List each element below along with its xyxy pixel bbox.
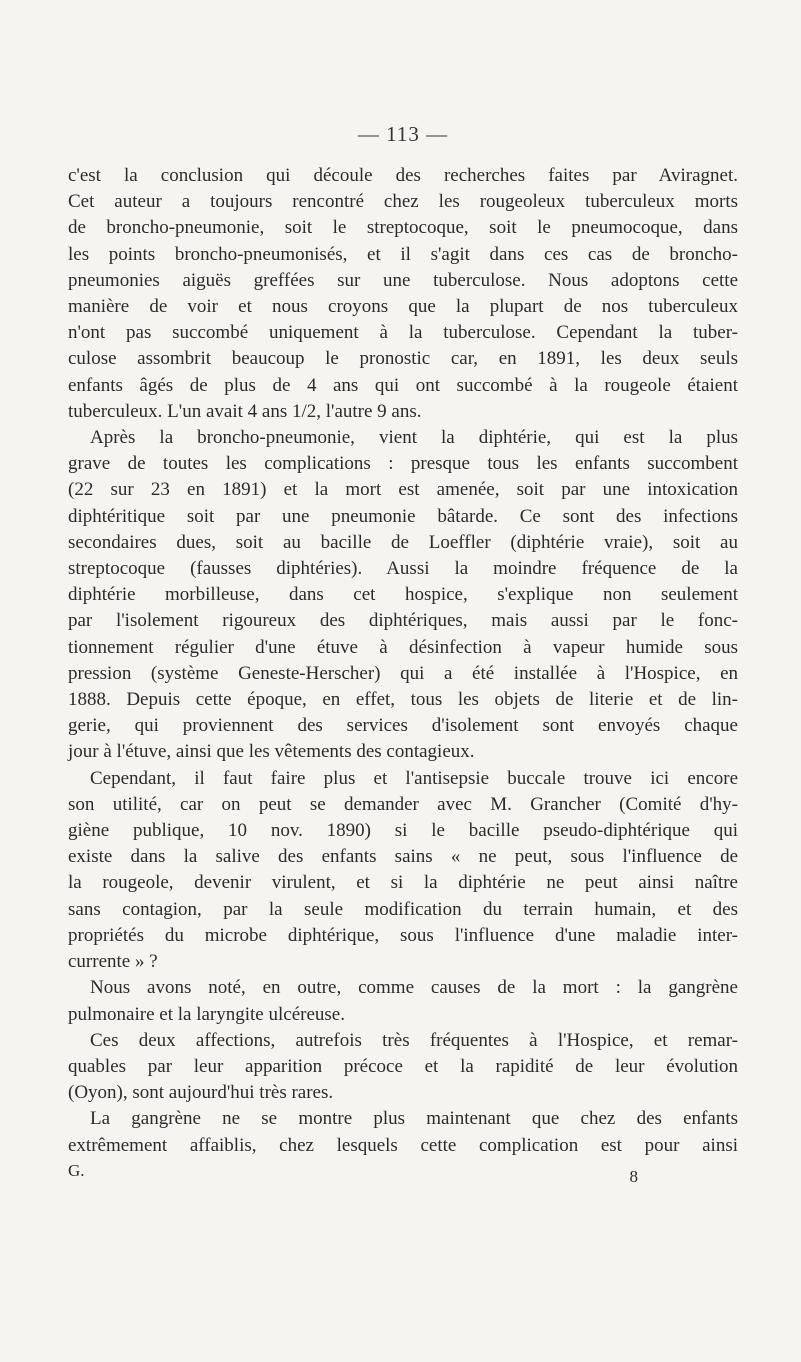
paragraph	[68, 1106, 738, 1158]
text-line: n'ont pas succombé uniquement à la tuberculose. Cependant la tuber-	[68, 322, 738, 344]
paragraph	[68, 1028, 738, 1107]
paragraph	[68, 766, 738, 976]
page-number: — 113 —	[357, 122, 449, 146]
text-line: la rougeole, devenir virulent, et si la diphtérie ne peut ainsi naître	[68, 872, 738, 894]
text-line: existe dans la salive des enfants sains « ne peut, sous l'influence de	[68, 846, 738, 868]
text-line: culose assombrit beaucoup le pronostic car, en 1891, les deux seuls	[68, 348, 738, 370]
text-line: sans contagion, par la seule modification du terrain humain, et des	[68, 898, 738, 920]
text-line: La gangrène ne se montre plus maintenant que chez des enfants	[90, 1108, 738, 1130]
text-line: de broncho-pneumonie, soit le streptocoque, soit le pneumocoque, dans	[68, 217, 738, 239]
text-line: propriétés du microbe diphtérique, sous l'influence d'une maladie inter-	[68, 924, 738, 946]
text-line: tuberculeux. L'un avait 4 ans 1/2, l'autre 9 ans.	[68, 400, 422, 422]
text-line: diphtéritique soit par une pneumonie bâtarde. Ce sont des infections	[68, 505, 738, 527]
text-line: pression (système Geneste-Herscher) qui a été installée à l'Hospice, en	[68, 662, 738, 684]
text-line: streptocoque (fausses diphtéries). Aussi la moindre fréquence de la	[68, 558, 738, 580]
text-line: (Oyon), sont aujourd'hui très rares.	[68, 1082, 334, 1104]
gathering-number: 8	[629, 1166, 638, 1186]
text-line: Cet auteur a toujours rencontré chez les rougeoleux tuberculeux morts	[68, 191, 738, 213]
text-line: les points broncho-pneumonisés, et il s'agit dans ces cas de broncho-	[68, 243, 738, 265]
text-line: extrêmement affaiblis, chez lesquels cette complication est pour ainsi	[68, 1134, 738, 1156]
text-line: pulmonaire et la laryngite ulcéreuse.	[68, 1003, 345, 1025]
paragraph	[68, 425, 738, 766]
text-line: 1888. Depuis cette époque, en effet, tous les objets de literie et de lin-	[68, 689, 738, 711]
text-line: gerie, qui proviennent des services d'isolement sont envoyés chaque	[68, 715, 738, 737]
text-line: tionnement régulier d'une étuve à désinfection à vapeur humide sous	[68, 636, 738, 658]
paragraph	[68, 975, 738, 1027]
body-text	[68, 163, 738, 1159]
text-line: grave de toutes les complications : presque tous les enfants succombent	[68, 453, 738, 475]
text-line: quables par leur apparition précoce et la rapidité de leur évolution	[68, 1055, 738, 1077]
text-line: par l'isolement rigoureux des diphtériques, mais aussi par le fonc-	[68, 610, 738, 632]
text-line: manière de voir et nous croyons que la plupart de nos tuberculeux	[68, 296, 738, 318]
text-line: diphtérie morbilleuse, dans cet hospice, s'explique non seulement	[68, 584, 738, 606]
signature-mark: G.	[68, 1160, 85, 1180]
text-line: enfants âgés de plus de 4 ans qui ont succombé à la rougeole étaient	[68, 374, 738, 396]
text-line: pneumonies aiguës greffées sur une tuberculose. Nous adoptons cette	[68, 269, 738, 291]
page-footer	[68, 1161, 738, 1187]
text-line: (22 sur 23 en 1891) et la mort est amenée, soit par une intoxication	[68, 479, 738, 501]
book-page	[68, 122, 738, 1187]
text-line: currente » ?	[68, 951, 158, 973]
text-line: Cependant, il faut faire plus et l'antisepsie buccale trouve ici encore	[90, 767, 738, 789]
paragraph	[68, 163, 738, 425]
text-line: Ces deux affections, autrefois très fréquentes à l'Hospice, et remar-	[90, 1029, 738, 1051]
text-line: giène publique, 10 nov. 1890) si le bacille pseudo-diphtérique qui	[68, 820, 738, 842]
text-line: c'est la conclusion qui découle des recherches faites par Aviragnet.	[68, 165, 738, 186]
text-line: Nous avons noté, en outre, comme causes de la mort : la gangrène	[90, 977, 738, 999]
text-line: Après la broncho-pneumonie, vient la diphtérie, qui est la plus	[90, 427, 738, 449]
text-line: son utilité, car on peut se demander avec M. Grancher (Comité d'hy-	[68, 793, 738, 815]
text-line: secondaires dues, soit au bacille de Loeffler (diphtérie vraie), soit au	[68, 531, 738, 553]
text-line: jour à l'étuve, ainsi que les vêtements des contagieux.	[68, 741, 475, 763]
